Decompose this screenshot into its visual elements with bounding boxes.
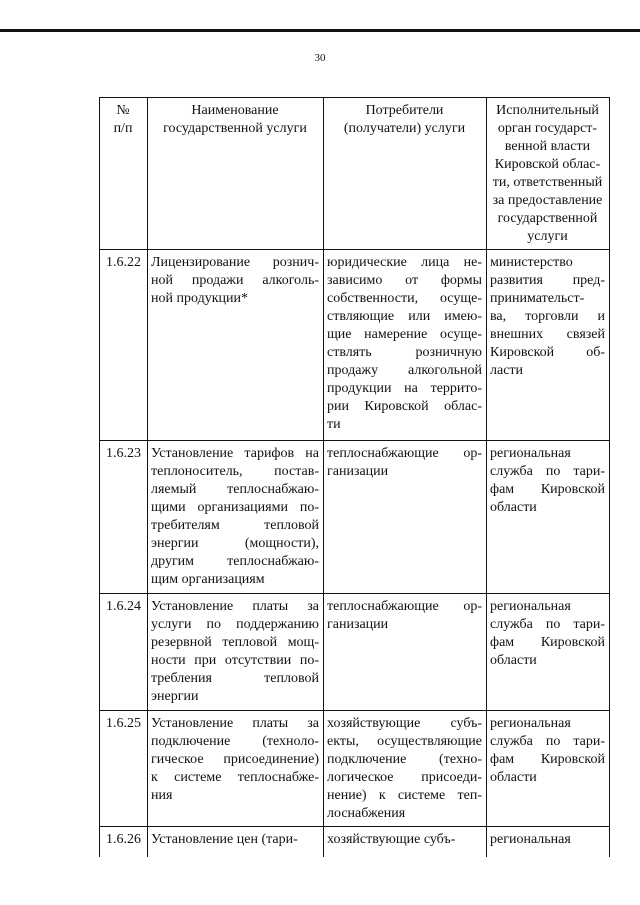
cell-line: (получатели) услуги [343, 121, 466, 136]
cell-line: теплоснабжающие ор- [327, 599, 482, 614]
cell-line: принимательст- [490, 291, 585, 306]
header-service-name [148, 98, 324, 250]
header-consumers [324, 98, 487, 250]
cell-line: юридические лица не- [327, 255, 482, 270]
cell-line: теплоноситель, постав- [151, 464, 319, 479]
services-table [99, 97, 610, 857]
table-row [100, 594, 610, 711]
cell-line: услуги [527, 229, 568, 244]
row-consumers [324, 827, 487, 857]
row-number: 1.6.26 [100, 827, 148, 857]
cell-line: Наименование [191, 103, 279, 118]
cell-line: к системе теплоснабже- [151, 770, 319, 785]
row-number: 1.6.24 [100, 594, 148, 711]
cell-line: служба по тари- [490, 734, 605, 749]
row-consumers [324, 594, 487, 711]
row-consumers [324, 250, 487, 441]
cell-line: Лицензирование рознич- [151, 255, 319, 270]
cell-line: ганизации [327, 464, 389, 479]
cell-line: собственности, осуще- [327, 291, 482, 306]
cell-line: услуги по поддержанию [151, 617, 319, 632]
table-header-row [100, 98, 610, 250]
cell-line: фам Кировской [490, 752, 605, 767]
page-number: 30 [314, 52, 326, 64]
cell-line: подключение (техноло- [151, 734, 319, 749]
cell-line: за предоставление [492, 193, 603, 208]
cell-line: хозяйствующие субъ- [327, 716, 482, 731]
cell-line: развития пред- [490, 273, 605, 288]
header-number [100, 98, 148, 250]
cell-line: энергии (мощности), [151, 536, 319, 551]
cell-line: п/п [113, 121, 133, 136]
row-service-name [148, 441, 324, 594]
cell-line: Потребители [365, 103, 444, 118]
cell-line: ствлять розничную [327, 345, 482, 360]
cell-line: венной власти [504, 139, 591, 154]
cell-line: Установление платы за [151, 716, 319, 731]
table-row [100, 441, 610, 594]
top-rule [0, 29, 640, 32]
cell-line: ной продукции* [151, 291, 248, 306]
cell-line: министерство [490, 255, 573, 270]
cell-line: требления тепловой [151, 671, 319, 686]
cell-line: требителям тепловой [151, 518, 319, 533]
cell-line: государственной услуги [163, 121, 307, 136]
cell-line: внешних связей [490, 327, 605, 342]
cell-line: Установление платы за [151, 599, 319, 614]
cell-line: щим организациям [151, 572, 265, 587]
row-service-name [148, 711, 324, 827]
cell-line: Кировской облас- [494, 157, 601, 172]
cell-line: продажу алкогольной [327, 363, 482, 378]
row-number: 1.6.22 [100, 250, 148, 441]
cell-line: рии Кировской облас- [327, 399, 482, 414]
cell-line: области [490, 653, 537, 668]
cell-line: государственной [497, 211, 598, 226]
cell-line: Установление цен (тари- [151, 832, 298, 847]
row-service-name [148, 827, 324, 857]
cell-line: региональная [490, 832, 571, 847]
cell-line: ности при отсутствии по- [151, 653, 319, 668]
cell-line: зависимо от формы [327, 273, 482, 288]
cell-line: подключение (техно- [327, 752, 482, 767]
row-consumers [324, 711, 487, 827]
cell-line: региональная [490, 716, 571, 731]
cell-line: области [490, 770, 537, 785]
cell-line: Установление тарифов на [151, 446, 319, 461]
cell-line: ляемый теплоснабжаю- [151, 482, 319, 497]
cell-line: нение) к системе теп- [327, 788, 482, 803]
cell-line: служба по тари- [490, 617, 605, 632]
row-responsible-organ [487, 827, 610, 857]
cell-line: энергии [151, 689, 199, 704]
cell-line: фам Кировской [490, 482, 605, 497]
row-responsible-organ [487, 594, 610, 711]
cell-line: ва, торговли и [490, 309, 605, 324]
header-responsible-organ [487, 98, 610, 250]
cell-line: служба по тари- [490, 464, 605, 479]
cell-line: ния [151, 788, 173, 803]
row-service-name [148, 594, 324, 711]
table-row [100, 827, 610, 857]
cell-line: фам Кировской [490, 635, 605, 650]
row-responsible-organ [487, 711, 610, 827]
cell-line: другим теплоснабжаю- [151, 554, 319, 569]
cell-line: гическое присоединение) [151, 752, 319, 767]
cell-line: продукции на террито- [327, 381, 482, 396]
table-row [100, 711, 610, 827]
cell-line: ганизации [327, 617, 389, 632]
cell-line: щие намерение осуще- [327, 327, 482, 342]
cell-line: логическое присоеди- [327, 770, 482, 785]
row-service-name [148, 250, 324, 441]
row-number: 1.6.25 [100, 711, 148, 827]
cell-line: хозяйствующие субъ- [327, 832, 456, 847]
cell-line: ласти [490, 363, 524, 378]
cell-line: № [116, 103, 130, 118]
cell-line: щими организациями по- [151, 500, 319, 515]
cell-line: ной продажи алкоголь- [151, 273, 319, 288]
cell-line: ствляющие или имею- [327, 309, 482, 324]
cell-line: региональная [490, 599, 571, 614]
cell-line: ти, ответственный [492, 175, 603, 190]
cell-line: региональная [490, 446, 571, 461]
row-responsible-organ [487, 441, 610, 594]
row-number: 1.6.23 [100, 441, 148, 594]
row-consumers [324, 441, 487, 594]
table-row [100, 250, 610, 441]
cell-line: орган государст- [497, 121, 598, 136]
cell-line: Кировской об- [490, 345, 605, 360]
cell-line: теплоснабжающие ор- [327, 446, 482, 461]
cell-line: резервной тепловой мощ- [151, 635, 319, 650]
cell-line: Исполнительный [496, 103, 599, 118]
cell-line: области [490, 500, 537, 515]
cell-line: екты, осуществляющие [327, 734, 482, 749]
cell-line: ти [327, 417, 341, 432]
cell-line: лоснабжения [327, 806, 406, 821]
row-responsible-organ [487, 250, 610, 441]
